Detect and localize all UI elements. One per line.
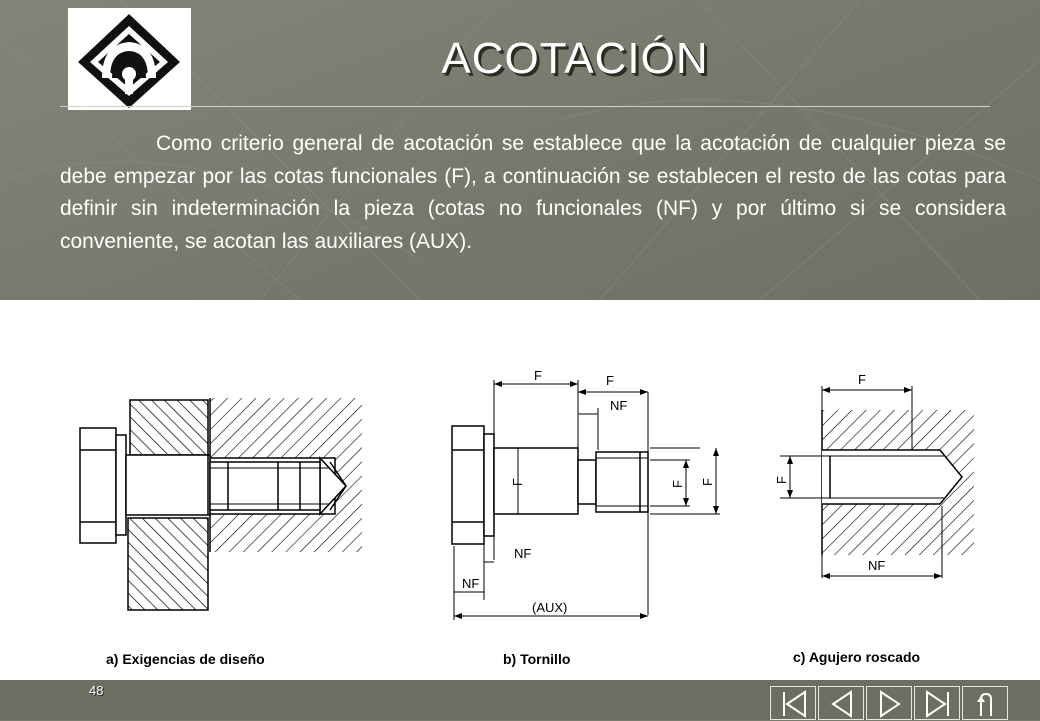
caption-c: c) Agujero roscado xyxy=(793,649,921,665)
dim-label-nf: NF xyxy=(610,398,628,413)
dim-label-f-vertical: F xyxy=(510,478,525,486)
caption-b: b) Tornillo xyxy=(503,651,571,667)
dim-label-f: F xyxy=(858,372,866,387)
previous-slide-button[interactable] xyxy=(818,686,864,720)
caption-a: a) Exigencias de diseño xyxy=(106,651,265,667)
dim-label-f-vertical: F xyxy=(670,480,685,488)
next-slide-icon xyxy=(867,687,913,721)
last-slide-button[interactable] xyxy=(914,686,960,720)
drawing-b-screw xyxy=(452,380,720,620)
dim-label-f-vertical: F xyxy=(700,478,715,486)
title-divider xyxy=(60,106,990,107)
dim-label-aux: (AUX) xyxy=(532,600,568,615)
drawing-a-design-requirements xyxy=(80,398,362,610)
university-logo xyxy=(68,8,191,110)
last-slide-icon xyxy=(915,687,961,721)
return-icon xyxy=(963,687,1009,721)
dim-label-f-vertical: F xyxy=(774,476,789,484)
return-button[interactable] xyxy=(962,686,1008,720)
dim-label-f: F xyxy=(606,373,614,388)
dim-label-nf: NF xyxy=(868,558,886,573)
first-slide-icon xyxy=(771,687,817,721)
dim-label-f: F xyxy=(534,368,542,383)
dim-label-nf: NF xyxy=(462,576,480,591)
page-number: 48 xyxy=(89,683,104,698)
first-slide-button[interactable] xyxy=(770,686,816,720)
dim-label-nf: NF xyxy=(514,546,532,561)
drawing-c-threaded-hole xyxy=(780,386,974,579)
previous-slide-icon xyxy=(819,687,865,721)
body-paragraph: Como criterio general de acotación se establece que la acotación de cualquier pieza se debe empezar por las cotas funcionales (F), a continuación se establecen el resto de las cotas para definir sin indeterminación la pieza (cotas no funcionales (NF) y por último si se considera conveniente, se acotan las auxiliares (AUX). xyxy=(60,132,1006,253)
dimensioning-figure xyxy=(0,300,1040,680)
next-slide-button[interactable] xyxy=(866,686,912,720)
slide-title: ACOTACIÓN xyxy=(441,34,709,83)
